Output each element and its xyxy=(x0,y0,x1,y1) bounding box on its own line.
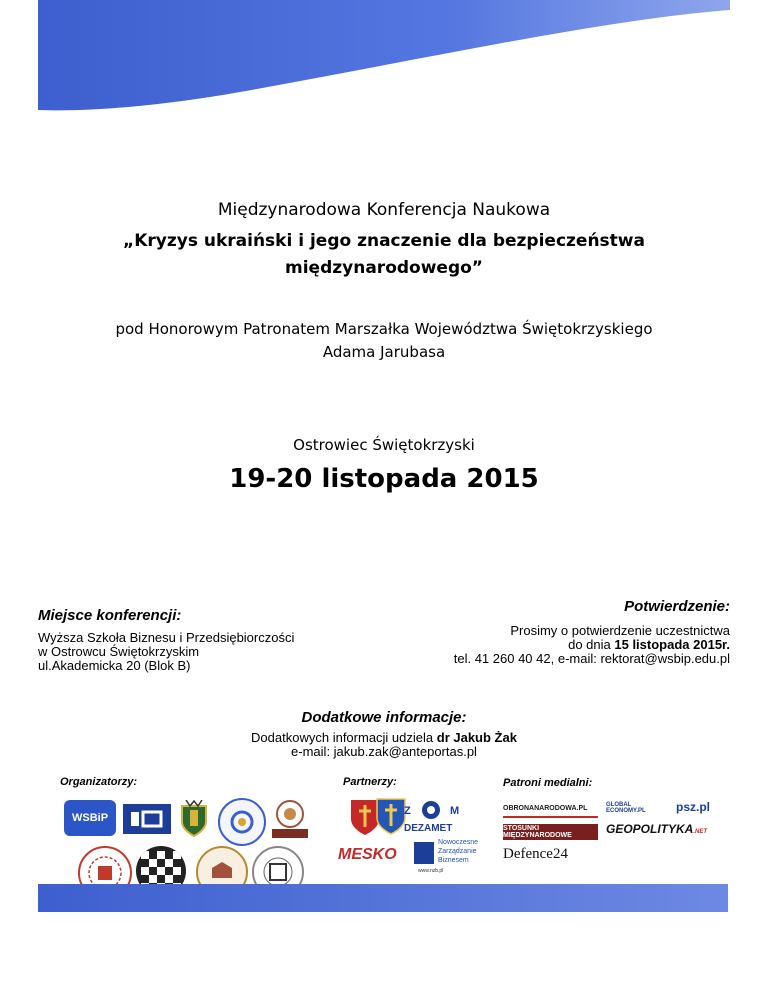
venue-line1: Wyższa Szkoła Biznesu i Przedsiębiorczości xyxy=(38,630,295,645)
patronage xyxy=(0,318,768,364)
obrona-narodowa-logo: OBRONANARODOWA.PL xyxy=(503,800,598,818)
defence24-logo: Defence24 xyxy=(503,846,568,862)
confirmation-heading: Potwierdzenie: xyxy=(624,598,730,615)
ur-mark-icon xyxy=(123,804,171,834)
psz-logo: psz.pl xyxy=(676,800,711,814)
voivodeship-crest-logo-2 xyxy=(374,796,408,836)
organizers-heading: Organizatorzy: xyxy=(60,776,138,788)
mesko-logo: MESKO xyxy=(338,846,397,863)
conference-dates: 19-20 listopada 2015 xyxy=(229,464,539,494)
nzb-line3: Biznesem xyxy=(438,857,469,864)
wsbip-logo: WSBiP xyxy=(64,800,116,836)
crest-logo xyxy=(178,800,210,838)
geopolityka-suffix: .NET xyxy=(693,829,708,835)
geopolityka-text: GEOPOLITYKA xyxy=(606,822,694,836)
crest-shield-icon xyxy=(178,800,210,838)
partners-heading: Partnerzy: xyxy=(343,776,397,788)
asem-emblem-icon xyxy=(268,798,312,840)
conference-title xyxy=(0,228,768,282)
gear-icon xyxy=(418,797,444,823)
confirmation-section xyxy=(454,598,730,666)
dezamet-z: Z xyxy=(404,805,411,817)
gear-emblem-icon xyxy=(220,800,264,844)
nzb-logo xyxy=(438,838,478,865)
additional-section xyxy=(0,709,768,759)
top-wave-decoration xyxy=(0,0,768,120)
conference-title-line2: międzynarodowego” xyxy=(285,258,483,278)
bottom-bar-decoration xyxy=(38,884,728,912)
confirmation-deadline: 15 listopada 2015r. xyxy=(614,637,730,652)
technical-university-logo xyxy=(218,798,266,846)
venue-line2: w Ostrowcu Świętokrzyskim xyxy=(38,644,200,659)
additional-heading: Dodatkowe informacje: xyxy=(301,709,467,726)
geopolityka-logo xyxy=(606,822,710,838)
nzb-mark-icon xyxy=(414,842,434,864)
stosunki-logo: STOSUNKI MIĘDZYNARODOWE xyxy=(503,824,598,840)
nzb-line1: Nowoczesne xyxy=(438,839,479,846)
venue-section xyxy=(38,607,294,673)
dezamet-logo xyxy=(404,795,464,835)
crest-icon-2 xyxy=(374,796,408,836)
patronage-line1: pod Honorowym Patronatem Marszałka Województwa Świętokrzyskiego xyxy=(115,320,653,338)
media-heading: Patroni medialni: xyxy=(503,777,593,789)
confirmation-line1: Prosimy o potwierdzenie uczestnictwa xyxy=(510,623,730,638)
patronage-line2: Adama Jarubasa xyxy=(322,343,446,361)
confirmation-line2 xyxy=(454,638,730,652)
venue-line3: ul.Akademicka 20 (Blok B) xyxy=(38,658,191,673)
conference-title-line1: „Kryzys ukraiński i jego znaczenie dla bezpieczeństwa xyxy=(123,231,645,251)
ur-logo xyxy=(123,804,171,834)
asem-logo xyxy=(268,798,312,840)
venue-heading: Miejsce konferencji: xyxy=(38,607,182,624)
conference-type: Międzynarodowa Konferencja Naukowa xyxy=(217,200,551,220)
additional-prefix: Dodatkowych informacji udziela xyxy=(251,730,437,745)
conference-city: Ostrowiec Świętokrzyski xyxy=(293,436,475,454)
additional-email: e-mail: jakub.zak@anteportas.pl xyxy=(291,744,477,759)
additional-contact-person: dr Jakub Żak xyxy=(436,730,517,745)
additional-line1 xyxy=(0,731,768,745)
confirmation-date-prefix: do dnia xyxy=(568,637,615,652)
dezamet-label: DEZAMET xyxy=(404,823,453,834)
dezamet-m: M xyxy=(450,805,460,817)
nzb-url: www.nzb.pl xyxy=(418,868,444,874)
nzb-line2: Zarządzanie xyxy=(438,848,477,855)
confirmation-contact: tel. 41 260 40 42, e-mail: rektorat@wsbip.edu.pl xyxy=(453,651,730,666)
global-economy-logo: GLOBAL ECONOMY.PL xyxy=(606,802,646,814)
